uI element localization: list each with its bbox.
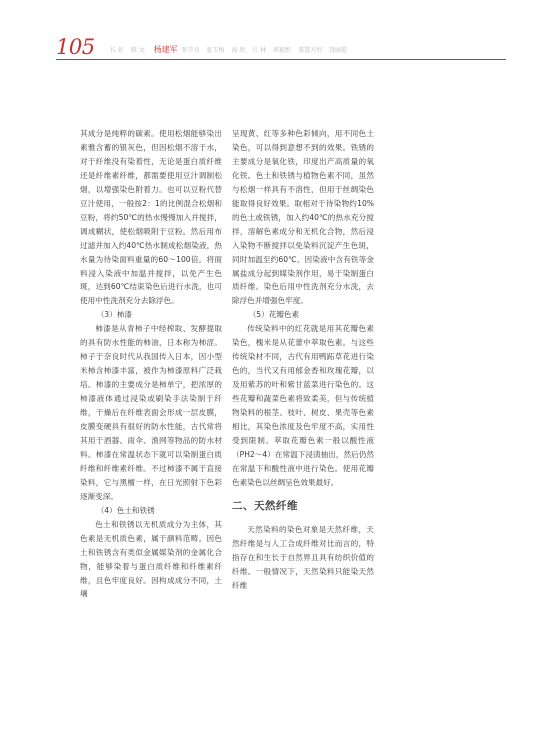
runhead-coauthor: 张玉梅 (206, 47, 225, 54)
page-header (56, 36, 506, 60)
runhead-coauthor: 董慧方恒 (298, 47, 323, 54)
paragraph: 色土和铁锈以无机质成分为主体，其色素是无机质色素，属于颜料范畴。因色土和铁锈含有类似金属媒染剂的金属化合物，能够染着与蛋白质纤维和纤维素纤维，且色牢度良好。因构成成分不同，土壤 (80, 519, 222, 599)
runhead-item: 长 虹 (110, 47, 124, 54)
paragraph: 传统染料中的红花就是用其花瓣色素染色，槐米是从花蕾中萃取色素。与这些传统染材不同，古代有用鸭跖草花进行染色的，当代又有用郁金香和玫瑰花瓣，以及用紫苏的叶和紫甘蓝菜进行染色的。这些花瓣和蔬菜色素将致柔美，但与传统植物染料的根茎、枝叶、树皮、果壳等色素相比，其染色浓度及色牢度不高，实用性受到限制。萃取花瓣色素一般以酸性液（PH2～4）在常温下浸渍抽出，然后仍然在常温下和酸性液中进行染色。使用花瓣色素染色以丝绸呈色效果最好。 (232, 324, 374, 487)
left-column (80, 127, 222, 601)
paragraph: 其成分是纯粹的碳素。使用松烟能够染出素雅含蓄的银灰色，但因松烟不溶于水，对于纤维没有染着性，无论是蛋白质纤维还是纤维素纤维，都需要使用豆汁调制松烟，以增强染色附着力。也可以豆粉代替豆汁使用，一般按2：1的比例混合松烟和豆粉，将约50℃的热水慢慢加入并搅拌，调成糊状，使松烟吸附于豆粉。然后用布过滤并加入约40℃热水制成松烟染液，热水量为待染面料重量的60～100倍。将面料浸入染液中加温并搅拌，以免产生色斑，达到60℃结束染色后进行水洗，也可使用中性洗剂充分去除浮色。 (80, 129, 222, 306)
paragraph: 呈现黄、红等多种色彩倾向，用不同色土染色，可以得到意想不到的效果。铁锈的主要成分是氧化铁，印度出产高质量的氧化铁。色土和铁锈与植物色素不同，虽然与松烟一样具有不溶性，但用于丝绸染色能取得良好效果。取相对于待染物约10%的色土或铁锈，加入约40℃的热水充分搅拌，溶解色素成分和无机化合物，然后浸入染物不断搅拌以免染料沉淀产生色斑，同时加温至约60℃。因染液中含有铁等金属盐成分起到媒染剂作用，易于染制蛋白质纤维。染色后用中性洗剂充分水洗，去除浮色并增强色牢度。 (232, 129, 374, 306)
header-rule (56, 59, 506, 60)
runhead-coauthor: 饶丽霞 (329, 47, 348, 54)
runhead-coauthor: 汤 欣 (231, 47, 246, 54)
subheading: （3）柿漆 (96, 310, 132, 320)
runhead-coauthor: 江 林 (252, 47, 267, 54)
runhead-coauthor: 张学良 (181, 47, 200, 54)
subheading: （5）花瓣色素 (248, 310, 300, 320)
runhead-coauthor: 郭毅恒 (273, 47, 292, 54)
page-number: 105 (56, 35, 95, 59)
paragraph: 天然染料的染色对象是天然纤维，天然纤维是与人工合成纤维对比而言的，特指存在和生长于自然界且具有纺织价值的纤维。一般情况下，天然染料只能染天然纤维 (232, 524, 374, 590)
paragraph: 柿漆是从青柿子中经榨取、发酵提取的具有防水性能的柿油，日本称为柿涩。柿子于奈良时代从我国传入日本，因小型米柿含柿漆丰富，被作为柿漆原料广泛栽培。柿漆的主要成分是柿单宁，把浓厚的柿漆液体通过浸染或刷染手法染制于纤维，干燥后在纤维表面会形成一层皮膜，皮膜变硬具有很好的防水性能，古代常将其用于酒器、雨伞、渔网等物品的防水材料。柿漆在常温状态下就可以染制蛋白质纤维和纤维素纤维。不过柿漆不属于直接染料，它与黑檀一样，在日光照射下色彩逐渐变深。 (80, 324, 222, 501)
runhead-item: 联 文 (130, 47, 145, 54)
right-column (232, 127, 374, 593)
running-head (110, 44, 352, 55)
runhead-author: 杨建军 (153, 45, 178, 54)
section-title: 二、天然纤维 (232, 499, 298, 512)
subheading: （4）色土和铁锈 (96, 505, 155, 515)
